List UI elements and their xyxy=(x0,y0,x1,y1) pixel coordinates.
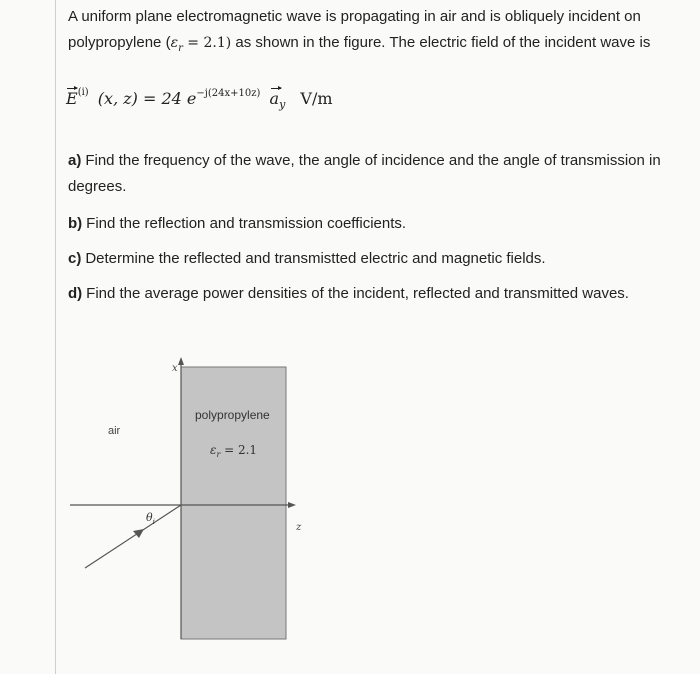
unit-vector: a xyxy=(269,89,280,108)
incidence-diagram xyxy=(60,355,310,650)
question-a xyxy=(68,148,688,200)
incidence-angle-label xyxy=(146,511,155,526)
incident-ray-arrowhead xyxy=(133,529,144,538)
field-superscript: (i) xyxy=(77,86,89,98)
question-label: c) xyxy=(68,250,82,267)
field-exponent: −j(24x+10z) xyxy=(196,88,261,99)
question-text: Determine the reflected and transmistted electric and magnetic fields. xyxy=(85,250,546,267)
question-label: d) xyxy=(68,285,83,302)
eps-symbol: ε xyxy=(210,443,217,457)
angle-symbol: θ xyxy=(146,511,153,524)
air-label: air xyxy=(108,425,121,437)
vertical-axis-arrowhead xyxy=(178,357,184,365)
intro-eq: = 2.1) xyxy=(182,35,232,51)
incident-ray xyxy=(85,505,181,568)
question-text: Find the average power densities of the incident, reflected and transmitted waves. xyxy=(86,285,629,302)
angle-sub: i xyxy=(152,518,155,526)
question-text: Find the frequency of the wave, the angle of incidence and the angle of transmission in degrees. xyxy=(68,152,661,195)
problem-statement xyxy=(68,4,688,62)
axis-label-top: x xyxy=(172,363,178,374)
field-unit: V/m xyxy=(300,89,333,108)
question-text: Find the reflection and transmission coefficients. xyxy=(86,215,407,232)
page-border xyxy=(55,0,56,674)
horizontal-axis-arrowhead xyxy=(288,502,296,508)
question-d xyxy=(68,281,688,307)
intro-eps-sub: r xyxy=(178,43,183,54)
question-label: a) xyxy=(68,152,82,169)
intro-suffix: as shown in the figure. The electric field of the incident wave is xyxy=(231,34,651,51)
polypropylene-label: polypropylene xyxy=(195,408,270,422)
unit-vector-sub: y xyxy=(279,98,286,112)
question-label: b) xyxy=(68,215,83,232)
intro-eps: ε xyxy=(170,35,179,51)
eps-sub: r xyxy=(216,450,221,459)
field-arguments: (x, z) = 24 e xyxy=(97,89,197,108)
incident-field-equation xyxy=(66,88,333,111)
question-b xyxy=(68,211,688,237)
eps-value: = 2.1 xyxy=(220,443,258,457)
question-c xyxy=(68,246,688,272)
intro-prefix: A uniform plane electromagnetic wave is propagating in air and is obliquely incident on polypropylene ( xyxy=(68,8,641,51)
axis-label-right: z xyxy=(296,522,302,533)
field-symbol: E xyxy=(66,89,78,108)
